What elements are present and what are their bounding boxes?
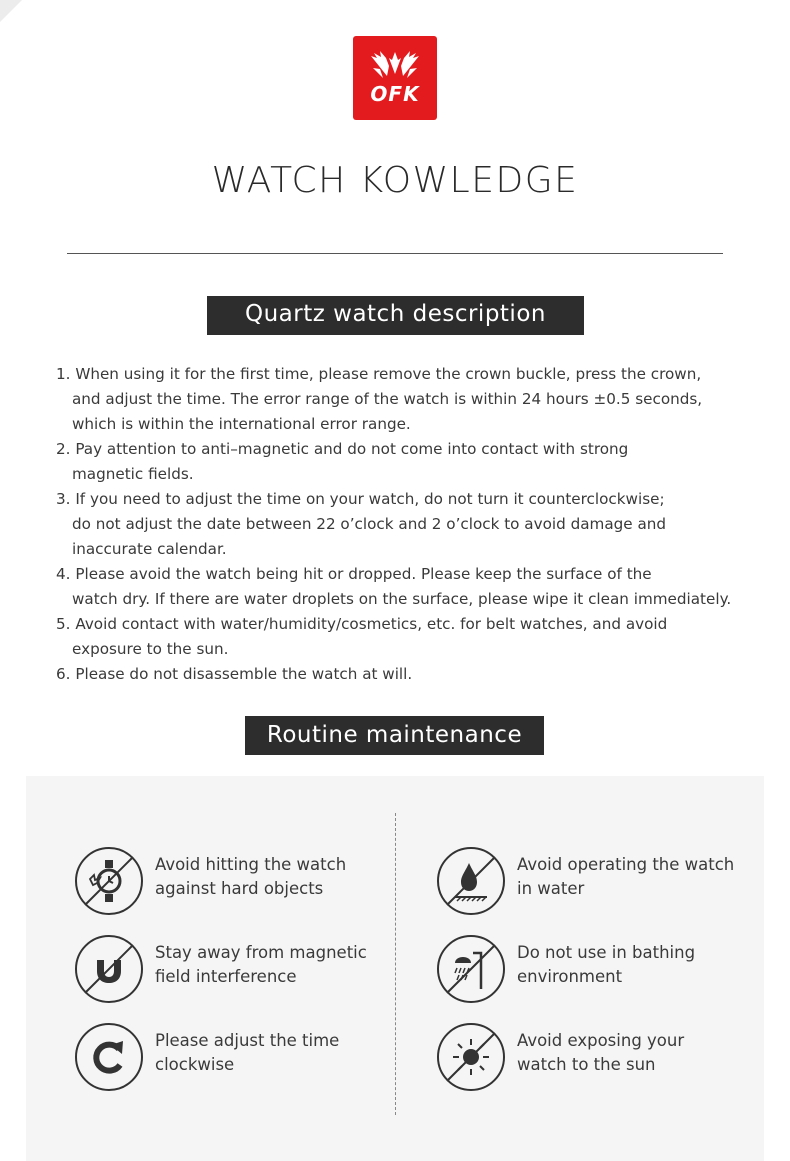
tip-label-line: field interference [155, 967, 297, 986]
list-item-line: inaccurate calendar. [72, 540, 227, 558]
no-water-icon [435, 845, 507, 917]
list-item-line: 4. Please avoid the watch being hit or dropped. Please keep the surface of the [56, 565, 652, 583]
tip-label-line: Do not use in bathing [517, 943, 696, 962]
tip-label [517, 941, 752, 989]
list-item [56, 562, 776, 612]
list-item-line: 6. Please do not disassemble the watch at will. [56, 665, 413, 683]
page-title: WATCH KOWLEDGE [211, 160, 579, 201]
tip-label-line: Avoid operating the watch [517, 855, 735, 874]
list-item-line: watch dry. If there are water droplets on the surface, please wipe it clean immediately. [72, 590, 732, 608]
tip-label-line: Avoid exposing your [517, 1031, 685, 1050]
list-item [56, 487, 776, 562]
tip-label-line: Please adjust the time [155, 1031, 340, 1050]
tip-label-line: Avoid hitting the watch [155, 855, 347, 874]
tip-label [155, 941, 390, 989]
corner-decoration [0, 0, 22, 22]
list-item-line: which is within the international error range. [72, 415, 411, 433]
tip-label-line: watch to the sun [517, 1055, 656, 1074]
list-item [56, 612, 776, 662]
tip-label-line: in water [517, 879, 585, 898]
no-sun-icon [435, 1021, 507, 1093]
list-item-line: 3. If you need to adjust the time on your watch, do not turn it counterclockwise; [56, 490, 665, 508]
tip-label-line: environment [517, 967, 623, 986]
list-item-line: magnetic fields. [72, 465, 194, 483]
tip-label-line: Stay away from magnetic [155, 943, 367, 962]
list-item-line: and adjust the time. The error range of the watch is within 24 hours ±0.5 seconds, [72, 390, 703, 408]
list-item-line: 2. Pay attention to anti–magnetic and do not come into contact with strong [56, 440, 629, 458]
maintenance-heading: Routine maintenance [245, 716, 544, 755]
tip-label [517, 853, 752, 901]
quartz-heading: Quartz watch description [207, 296, 584, 335]
clockwise-arrow-icon [73, 1021, 145, 1093]
list-item-line: exposure to the sun. [72, 640, 229, 658]
list-item [56, 362, 776, 437]
list-item [56, 437, 776, 487]
logo-text: OFK [370, 82, 420, 106]
panel-divider [395, 813, 396, 1115]
tip-label-line: clockwise [155, 1055, 235, 1074]
quartz-description-list [56, 362, 776, 687]
wings-emblem-icon [353, 36, 437, 120]
tip-label [155, 853, 390, 901]
tip-label [517, 1029, 752, 1077]
list-item-line: 1. When using it for the first time, please remove the crown buckle, press the crown, [56, 365, 702, 383]
list-item [56, 662, 776, 687]
brand-logo [353, 36, 437, 120]
tip-label [155, 1029, 390, 1077]
no-hitting-watch-icon [73, 845, 145, 917]
tip-label-line: against hard objects [155, 879, 324, 898]
no-shower-icon [435, 933, 507, 1005]
title-divider [67, 253, 723, 254]
list-item-line: do not adjust the date between 22 o’clock and 2 o’clock to avoid damage and [72, 515, 667, 533]
no-magnet-icon [73, 933, 145, 1005]
list-item-line: 5. Avoid contact with water/humidity/cosmetics, etc. for belt watches, and avoid [56, 615, 668, 633]
